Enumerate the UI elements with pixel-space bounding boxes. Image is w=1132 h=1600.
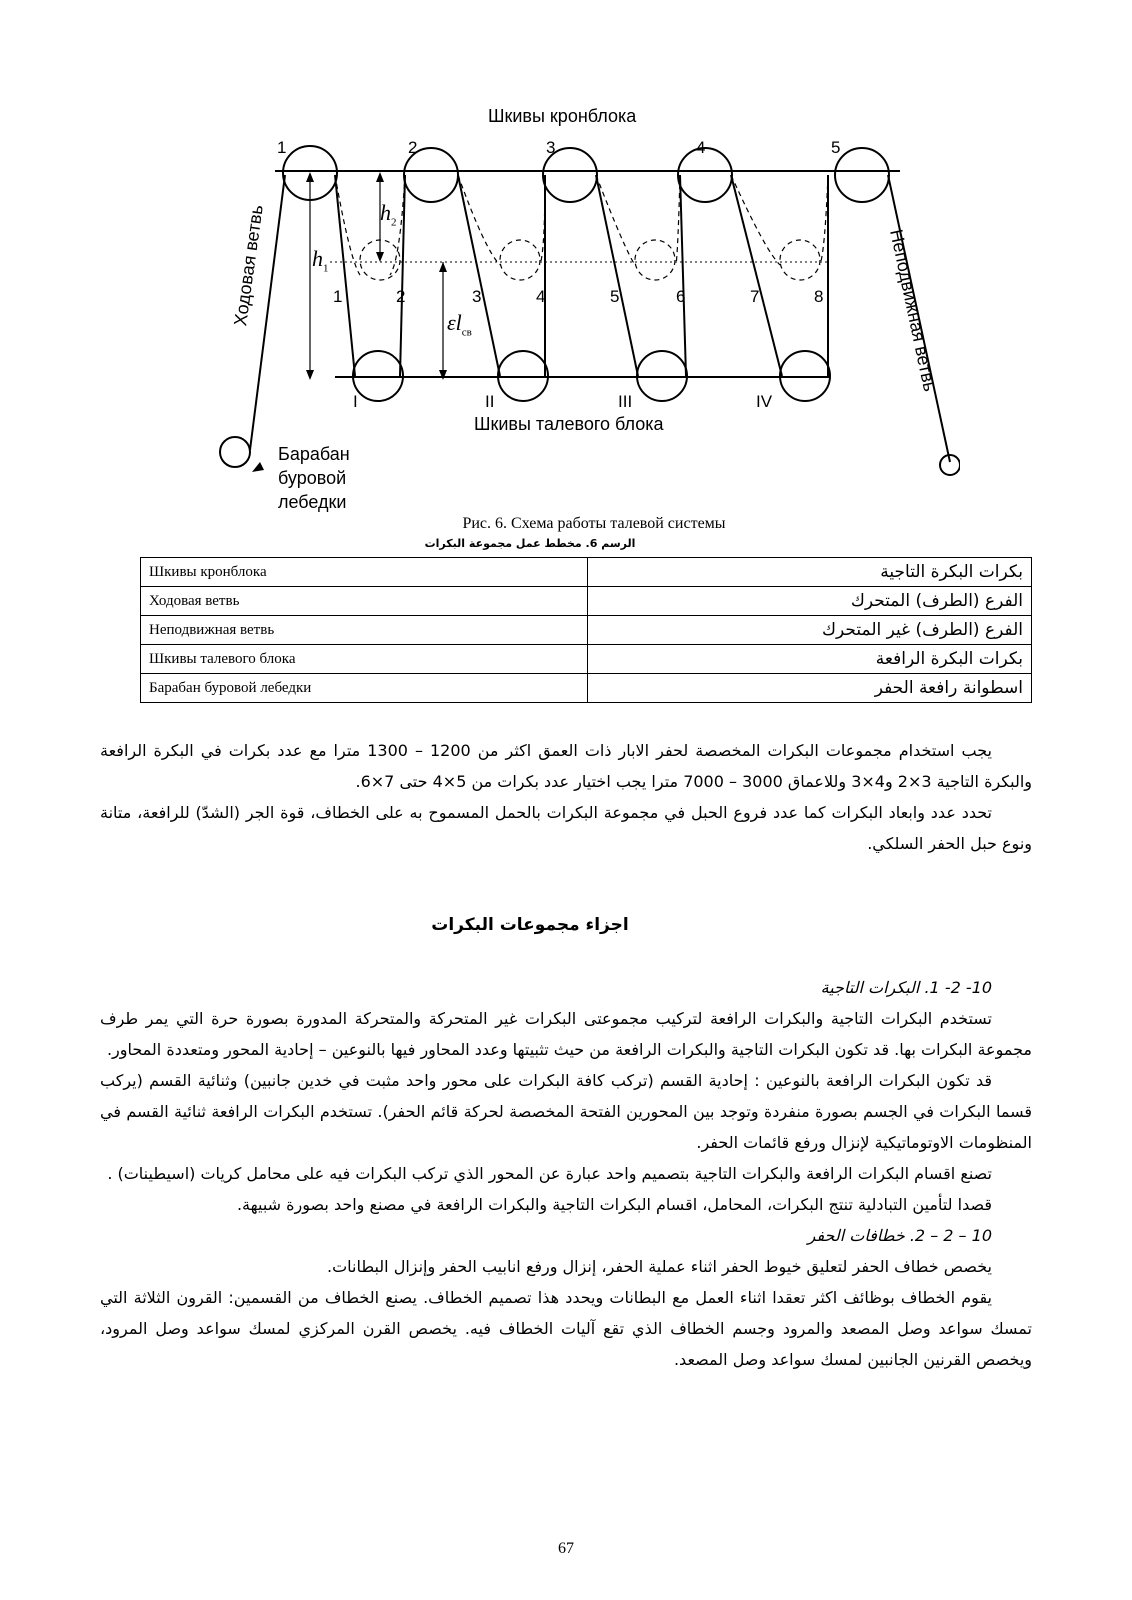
paragraph: قصدا لتأمين التبادلية تنتج البكرات، المحامل، اقسام البكرات التاجية والبكرات الرافعة في مصنع واحد بصورة شبيهة.	[236, 1195, 992, 1214]
term-russian: Неподвижная ветвь	[141, 616, 588, 645]
crown-sheaves-label: Шкивы кронблока	[488, 106, 637, 126]
line-number: 4	[536, 287, 546, 306]
drum-label	[278, 442, 350, 514]
crown-number: 2	[408, 138, 418, 157]
section-text	[100, 972, 1032, 1375]
crown-number: 3	[546, 138, 556, 157]
figure-tackle-system	[200, 100, 960, 520]
term-arabic: الفرع (الطرف) غير المتحرك	[588, 616, 1032, 645]
paragraph: قد تكون البكرات الرافعة بالنوعين : إحادية القسم (تركب كافة البكرات على محور واحد مثبت في خدين جانبين) وثنائية القسم (يركب قسما البكرات في الجسم بصورة منفردة وتوجد بين المحورين الفتحة المخصصة لحركة قائم الحفر). تستخدم البكرات الرافعة ثنائية القسم في المنظومات الاوتوماتيكية لإنزال ورفع قائمات الحفر.	[100, 1071, 1032, 1152]
paragraph: تستخدم البكرات التاجية والبكرات الرافعة لتركيب مجموعتى البكرات غير المتحركة والمتحركة المدورة بصورة حرة التي يمر طرف مجموعة البكرات بها. قد تكون البكرات التاجية والبكرات الرافعة من حيث تثبيتها وعدد المحاور فيها بالنوعين – إحادية المحور ومتعددة المحاور.	[100, 1009, 1032, 1059]
term-russian: Барабан буровой лебедки	[141, 674, 588, 703]
term-russian: Шкивы талевого блока	[141, 645, 588, 674]
dead-line-label: Неподвижная ветвь	[886, 227, 941, 394]
block-number: II	[485, 392, 495, 411]
line-number: 8	[814, 287, 824, 306]
paragraph: يجب استخدام مجموعات البكرات المخصصة لحفر الابار ذات العمق اكثر من 1200 – 1300 مترا مع عدد بكرات في البكرة الرافعة والبكرة التاجية 3×2 و4×3 وللاعماق 3000 – 7000 مترا يجب اختيار عدد بكرات من 5×4 حتى 7×6.	[100, 741, 1032, 791]
table-row	[141, 558, 1032, 587]
line-number: 6	[676, 287, 686, 306]
h2-label: $h_2$	[380, 200, 397, 229]
term-arabic: اسطوانة رافعة الحفر	[588, 674, 1032, 703]
block-number: I	[353, 392, 358, 411]
subsection-heading: 10 – 2 – 2. خطافات الحفر	[807, 1226, 992, 1245]
section-heading: اجزاء مجموعات البكرات	[431, 915, 629, 935]
drum-label-line3: лебедки	[278, 492, 347, 512]
line-number: 5	[610, 287, 620, 306]
line-number: 1	[333, 287, 343, 306]
term-arabic: بكرات البكرة التاجية	[588, 558, 1032, 587]
paragraph: تصنع اقسام البكرات الرافعة والبكرات التاجية بتصميم واحد عبارة عن المحور الذي تركب البكرات فيه على محامل كريات (اسيطينات) .	[107, 1164, 992, 1183]
paragraph: يخصص خطاف الحفر لتعليق خيوط الحفر اثناء عملية الحفر، إنزال ورفع انابيب الحفر وإنزال البطانات.	[326, 1257, 992, 1276]
paragraph: يقوم الخطاف بوظائف اكثر تعقدا اثناء العمل مع البطانات ويحدد هذا تصميم الخطاف. يصنع الخطاف من القسمين: القرون الثلاثة التي تمسك سواعد وصل المصعد والمرود وجسم الخطاف الذي تقع آليات الخطاف فيه. يخصص القرن المركزي لمسك سواعد وصل المرود، ويخصص القرنين الجانبين لمسك سواعد وصل المصعد.	[100, 1288, 1032, 1369]
figure-caption-arabic: الرسم 6. مخطط عمل مجموعة البكرات	[424, 537, 636, 550]
table-row	[141, 674, 1032, 703]
table-row	[141, 587, 1032, 616]
crown-number: 4	[696, 138, 706, 157]
elsv-label: $\varepsilon l_{св}$	[447, 310, 472, 339]
page-number: 67	[558, 1540, 574, 1557]
table-row	[141, 616, 1032, 645]
block-number: IV	[756, 392, 773, 411]
h1-label: $h_1$	[312, 246, 329, 275]
terms-table	[140, 557, 1032, 703]
term-arabic: بكرات البكرة الرافعة	[588, 645, 1032, 674]
figure-caption-russian: Рис. 6. Схема работы талевой системы	[462, 515, 726, 532]
intro-text	[100, 735, 1032, 859]
block-sheaves-label: Шкивы талевого блока	[474, 414, 664, 434]
drum-label-line1: Барабан	[278, 444, 350, 464]
drum-label-line2: буровой	[278, 468, 347, 488]
block-number: III	[618, 392, 633, 411]
paragraph: تحدد عدد وابعاد البكرات كما عدد فروع الحبل في مجموعة البكرات بالحمل المسموح به على الخطاف، قوة الجر (الشدّ) للرافعة، متانة ونوع حبل الحفر السلكي.	[100, 803, 1032, 853]
term-russian: Ходовая ветвь	[141, 587, 588, 616]
crown-number: 5	[831, 138, 841, 157]
line-number: 7	[750, 287, 760, 306]
line-number: 3	[472, 287, 482, 306]
line-number: 2	[396, 287, 406, 306]
subsection-heading: 10- 2- 1. البكرات التاجية	[820, 978, 992, 997]
term-russian: Шкивы кронблока	[141, 558, 588, 587]
term-arabic: الفرع (الطرف) المتحرك	[588, 587, 1032, 616]
running-line-label: Ходовая ветвь	[230, 203, 267, 328]
crown-number: 1	[277, 138, 287, 157]
table-row	[141, 645, 1032, 674]
